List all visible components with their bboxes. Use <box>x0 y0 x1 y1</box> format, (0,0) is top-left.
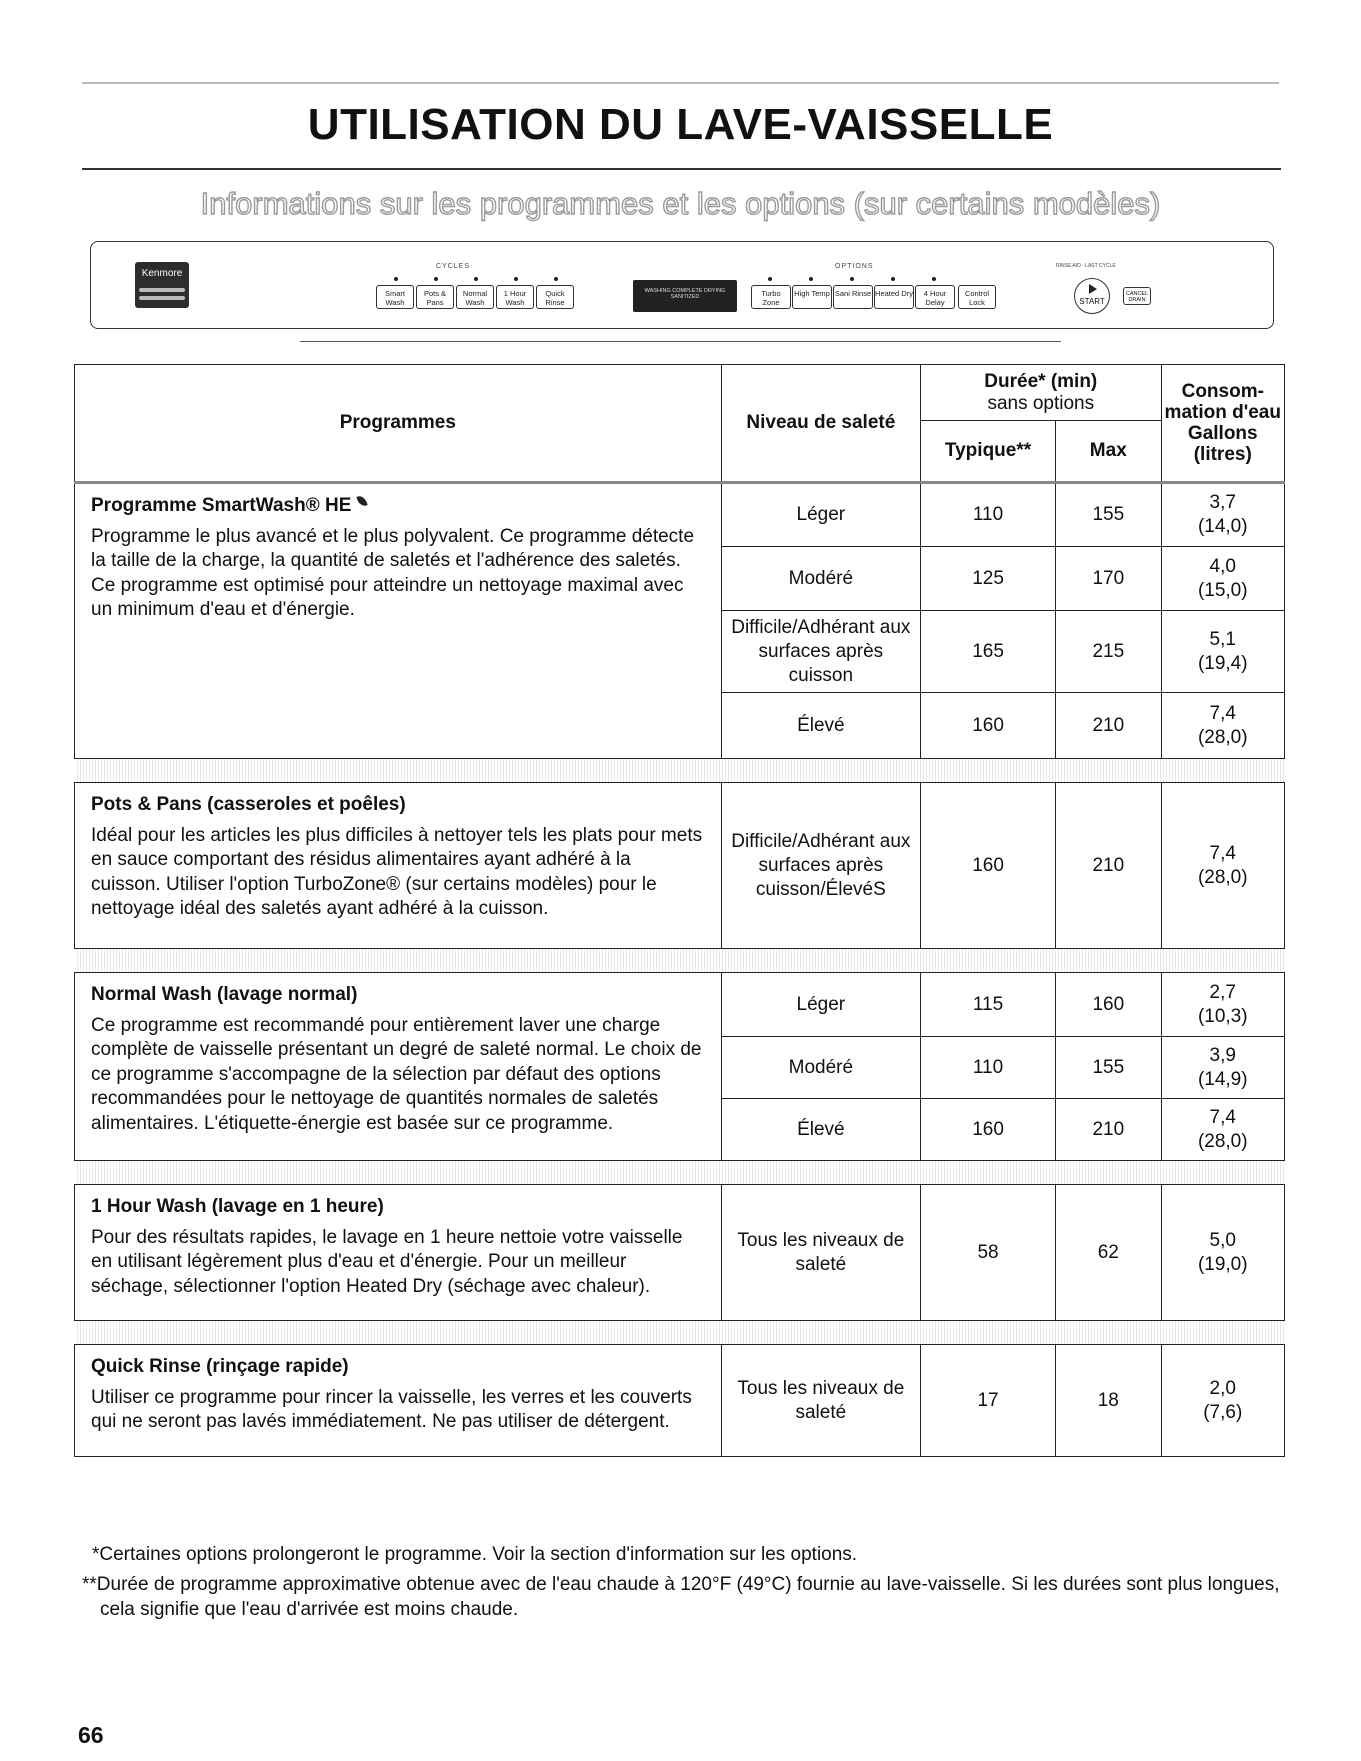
typique-cell: 58 <box>921 1185 1056 1321</box>
niveau-cell: Modéré <box>721 1037 920 1099</box>
conso-cell: 7,4 (28,0) <box>1161 1099 1284 1161</box>
table-row <box>75 483 1285 547</box>
program-quick-rinse-cell <box>75 1345 722 1457</box>
conso-cell: 7,4 (28,0) <box>1161 783 1284 949</box>
header-row <box>75 365 1285 421</box>
program-description: Utiliser ce programme pour rincer la vaisselle, les verres et les couverts qui ne seront pas lavés immédiatement. Ne pas utiliser de détergent. <box>91 1386 692 1432</box>
row-gap <box>75 949 1285 973</box>
conso-cell: 3,9 (14,9) <box>1161 1037 1284 1099</box>
niveau-cell: Difficile/Adhérant aux surfaces après cuisson/ÉlevéS <box>721 783 920 949</box>
table-row <box>75 973 1285 1037</box>
program-name: Quick Rinse (rinçage rapide) <box>91 1356 349 1377</box>
niveau-cell: Élevé <box>721 1099 920 1161</box>
cycle-button-quick-rinse: Quick Rinse <box>536 285 574 309</box>
option-button-turbo-zone: Turbo Zone <box>751 285 791 309</box>
title-rule <box>82 168 1281 170</box>
table-row <box>75 1345 1285 1457</box>
cancel-drain-button: CANCEL DRAIN <box>1123 287 1151 305</box>
footnote-1: *Certaines options prolongeront le programme. Voir la section d'information sur les options. <box>92 1544 858 1565</box>
program-description: Idéal pour les articles les plus difficiles à nettoyer tels les plats pour mets en sauce comportant des résidus alimentaires ayant adhéré à la cuisson. Utiliser l'option TurboZone® (sur certains modèles) pour le nettoyage idéal des saletés ayant adhéré à la cuisson. <box>91 824 703 919</box>
niveau-cell: Léger <box>721 973 920 1037</box>
niveau-cell: Difficile/Adhérant aux surfaces après cuisson <box>721 611 920 693</box>
program-description: Programme le plus avancé et le plus polyvalent. Ce programme détecte la taille de la charge, la quantité de saletés et l'adhérence des saletés. Ce programme est optimisé pour atteindre un nettoyage maximal avec un minimum d'eau et d'énergie. <box>91 525 695 620</box>
program-normal-wash-cell <box>75 973 722 1161</box>
conso-cell: 5,1 (19,4) <box>1161 611 1284 693</box>
typique-cell: 160 <box>921 693 1056 759</box>
footnote-2: **Durée de programme approximative obtenue avec de l'eau chaude à 120°F (49°C) fournie au lave-vaisselle. Si les durées sont plus longues, cela signifie que l'eau d'arrivée est moins chaude. <box>82 1574 1280 1620</box>
typique-cell: 165 <box>921 611 1056 693</box>
max-cell: 160 <box>1056 973 1161 1037</box>
max-cell: 18 <box>1056 1345 1161 1457</box>
max-cell: 215 <box>1056 611 1161 693</box>
program-1-hour-cell <box>75 1185 722 1321</box>
conso-cell: 4,0 (15,0) <box>1161 547 1284 611</box>
program-name: 1 Hour Wash (lavage en 1 heure) <box>91 1196 384 1217</box>
niveau-cell: Tous les niveaux de saleté <box>721 1185 920 1321</box>
panel-base-line <box>300 341 1061 342</box>
niveau-cell: Élevé <box>721 693 920 759</box>
option-button-4-hour-delay: 4 Hour Delay <box>915 285 955 309</box>
cycle-button-normal-wash: Normal Wash <box>456 285 494 309</box>
cycle-button-1-hour: 1 Hour Wash <box>496 285 534 309</box>
program-name: Normal Wash (lavage normal) <box>91 984 358 1005</box>
option-button-heated-dry: Heated Dry <box>874 285 914 309</box>
conso-cell: 2,7 (10,3) <box>1161 973 1284 1037</box>
header-duree: Durée* (min) sans options <box>921 365 1162 421</box>
program-description: Ce programme est recommandé pour entièrement laver une charge complète de vaisselle présentant un degré de saleté normal. Le choix de ce programme s'accompagne de la sélection par défaut des options recommandées pour le nettoyage de quantités normales de saletés alimentaires. L'étiquette-énergie est basée sur ce programme. <box>91 1014 702 1134</box>
max-cell: 155 <box>1056 1037 1161 1099</box>
header-typique: Typique** <box>921 421 1056 483</box>
conso-cell: 7,4 (28,0) <box>1161 693 1284 759</box>
cycles-label: CYCLES <box>436 263 471 270</box>
header-programmes: Programmes <box>75 365 722 483</box>
row-gap <box>75 1161 1285 1185</box>
niveau-cell: Léger <box>721 483 920 547</box>
row-gap <box>75 1321 1285 1345</box>
max-cell: 170 <box>1056 547 1161 611</box>
page-title: UTILISATION DU LAVE-VAISSELLE <box>307 100 1054 149</box>
max-cell: 210 <box>1056 1099 1161 1161</box>
top-rule <box>82 82 1279 84</box>
header-max: Max <box>1056 421 1161 483</box>
page-number: 66 <box>78 1722 104 1748</box>
table-row <box>75 1185 1285 1321</box>
niveau-cell: Tous les niveaux de saleté <box>721 1345 920 1457</box>
typique-cell: 160 <box>921 783 1056 949</box>
typique-cell: 160 <box>921 1099 1056 1161</box>
program-pots-pans-cell <box>75 783 722 949</box>
control-panel-illustration <box>90 241 1274 329</box>
control-lock-button: Control Lock <box>958 285 996 309</box>
status-indicator: WASHING COMPLETE DRYING SANITIZED <box>633 280 737 312</box>
max-cell: 155 <box>1056 483 1161 547</box>
header-conso: Consom-mation d'eau Gallons (litres) <box>1161 365 1284 483</box>
program-name: Programme SmartWash® HE <box>91 495 352 516</box>
program-name: Pots & Pans (casseroles et poêles) <box>91 794 406 815</box>
conso-cell: 2,0 (7,6) <box>1161 1345 1284 1457</box>
program-smartwash-cell <box>75 483 722 759</box>
program-description: Pour des résultats rapides, le lavage en 1 heure nettoie votre vaisselle en utilisant légèrement plus d'eau et d'énergie. Pour un meilleur séchage, sélectionner l'option Heated Dry (séchage avec chaleur). <box>91 1226 683 1297</box>
typique-cell: 110 <box>921 1037 1056 1099</box>
niveau-cell: Modéré <box>721 547 920 611</box>
max-cell: 210 <box>1056 783 1161 949</box>
row-gap <box>75 759 1285 783</box>
typique-cell: 17 <box>921 1345 1056 1457</box>
cycle-button-smart-wash: Smart Wash <box>376 285 414 309</box>
status-label: RINSE AID · LAST CYCLE <box>1056 263 1116 269</box>
max-cell: 210 <box>1056 693 1161 759</box>
header-niveau: Niveau de saleté <box>721 365 920 483</box>
conso-cell: 5,0 (19,0) <box>1161 1185 1284 1321</box>
option-button-sani-rinse: Sani Rinse <box>833 285 873 309</box>
start-button: START <box>1074 278 1110 314</box>
programs-table <box>74 364 1285 1457</box>
conso-cell: 3,7 (14,0) <box>1161 483 1284 547</box>
leaf-icon <box>357 494 368 507</box>
page-subtitle: Informations sur les programmes et les options (sur certains modèles) <box>200 186 1161 221</box>
kenmore-logo: Kenmore <box>135 262 189 308</box>
cycle-button-pots-pans: Pots & Pans <box>416 285 454 309</box>
max-cell: 62 <box>1056 1185 1161 1321</box>
typique-cell: 115 <box>921 973 1056 1037</box>
table-row <box>75 783 1285 949</box>
option-button-high-temp: High Temp <box>792 285 832 309</box>
typique-cell: 125 <box>921 547 1056 611</box>
options-label: OPTIONS <box>835 263 874 270</box>
typique-cell: 110 <box>921 483 1056 547</box>
